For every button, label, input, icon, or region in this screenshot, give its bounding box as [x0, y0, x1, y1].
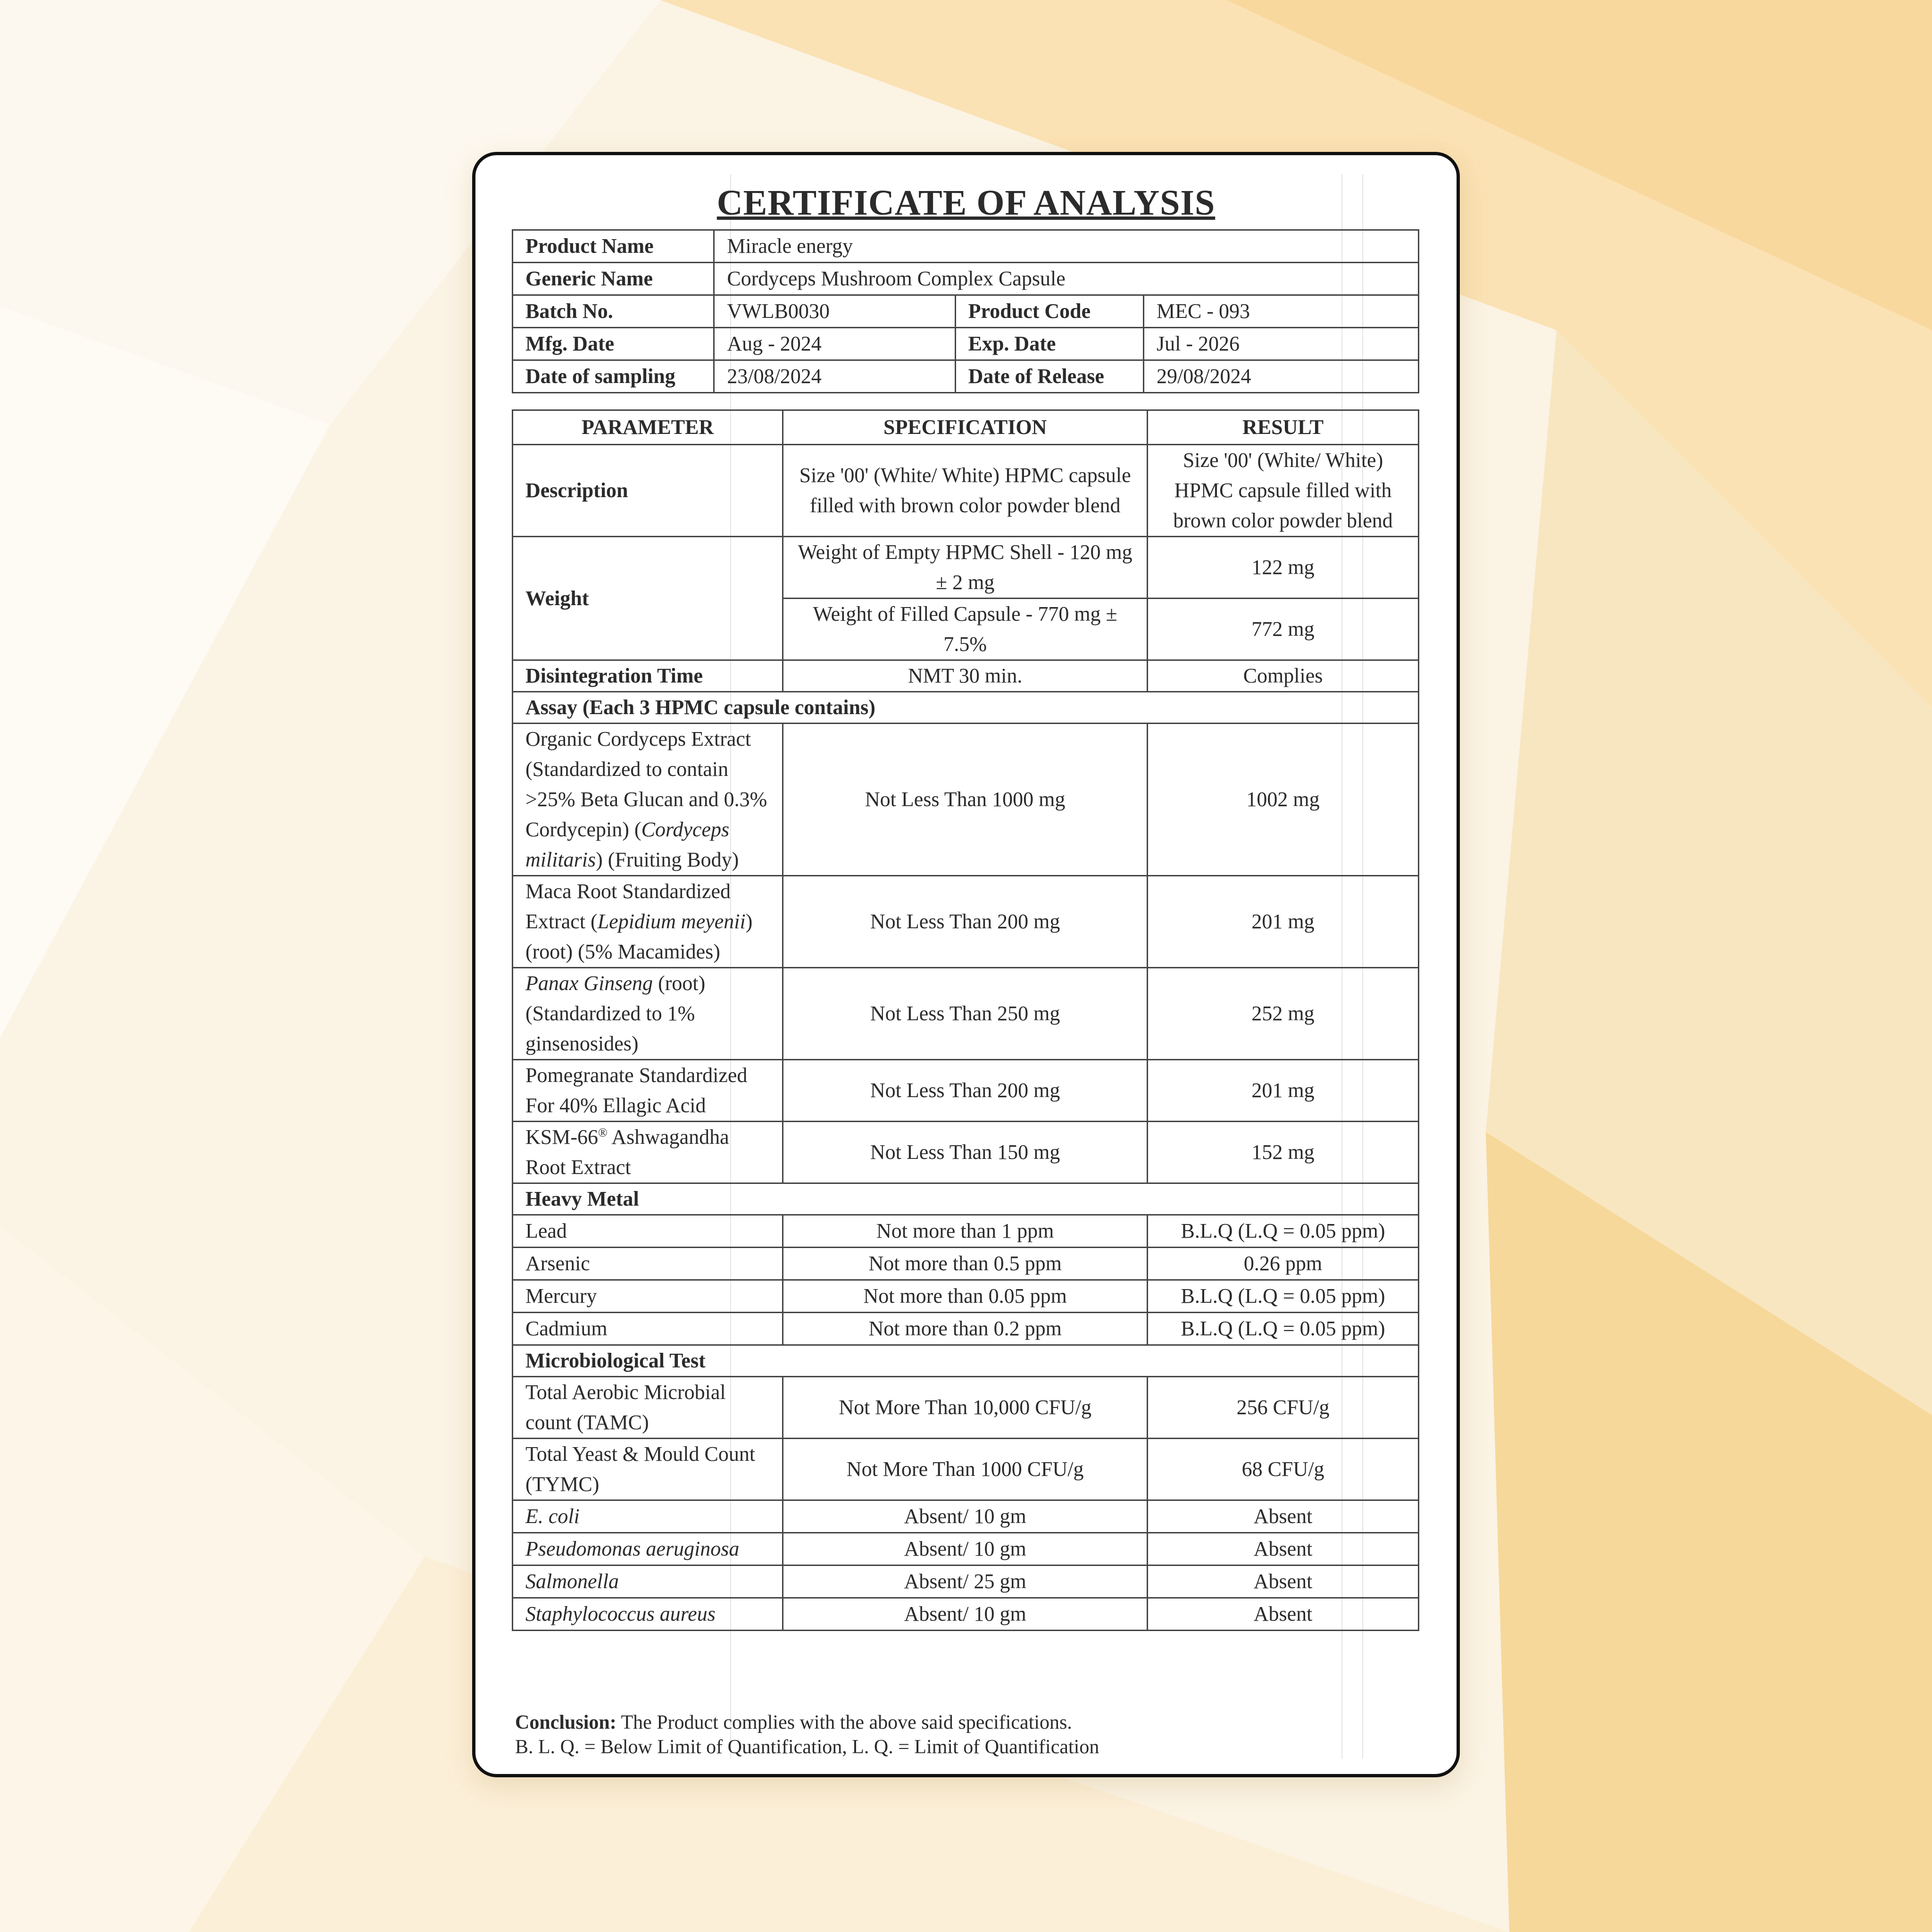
- micro-result: Absent: [1148, 1566, 1419, 1598]
- footnote: B. L. Q. = Below Limit of Quantification, L. Q. = Limit of Quantification: [515, 1736, 1099, 1758]
- micro-spec: Not More Than 1000 CFU/g: [783, 1439, 1148, 1500]
- sampling-date-value: 23/08/2024: [714, 360, 955, 393]
- generic-name-label: Generic Name: [513, 263, 714, 295]
- table-row: [513, 1280, 1419, 1313]
- product-name-label: Product Name: [513, 230, 714, 263]
- filled-capsule-result: 772 mg: [1148, 599, 1419, 660]
- description-label: Description: [513, 445, 783, 537]
- table-row: [513, 968, 1419, 1060]
- table-row: [513, 1122, 1419, 1183]
- table-row: [513, 724, 1419, 876]
- section-row: [513, 692, 1419, 724]
- metal-spec: Not more than 0.05 ppm: [783, 1280, 1148, 1313]
- metal-name: Mercury: [513, 1280, 783, 1313]
- table-row: [513, 1248, 1419, 1280]
- metal-result: B.L.Q (L.Q = 0.05 ppm): [1148, 1313, 1419, 1345]
- table-row: [513, 1439, 1419, 1500]
- generic-name-value: Cordyceps Mushroom Complex Capsule: [714, 263, 1419, 295]
- assay-result: 152 mg: [1148, 1122, 1419, 1183]
- assay-parameter: Organic Cordyceps Extract (Standardized to contain >25% Beta Glucan and 0.3% Cordycepin) (Cordyceps militaris) (Fruiting Body): [513, 724, 783, 876]
- micro-result: 256 CFU/g: [1148, 1377, 1419, 1439]
- product-code-label: Product Code: [955, 295, 1143, 328]
- exp-date-label: Exp. Date: [955, 328, 1143, 360]
- micro-name: E. coli: [513, 1500, 783, 1533]
- assay-spec: Not Less Than 200 mg: [783, 876, 1148, 968]
- micro-name: Pseudomonas aeruginosa: [513, 1533, 783, 1566]
- metal-name: Lead: [513, 1215, 783, 1248]
- document-title: CERTIFICATE OF ANALYSIS: [716, 183, 1216, 223]
- table-row: [513, 1215, 1419, 1248]
- table-row: [513, 1598, 1419, 1631]
- micro-spec: Absent/ 25 gm: [783, 1566, 1148, 1598]
- table-row: [513, 660, 1419, 692]
- mfg-date-label: Mfg. Date: [513, 328, 714, 360]
- metal-spec: Not more than 1 ppm: [783, 1215, 1148, 1248]
- micro-result: Absent: [1148, 1500, 1419, 1533]
- heavy-metal-heading: Heavy Metal: [513, 1183, 1419, 1215]
- weight-label: Weight: [513, 537, 783, 660]
- release-date-label: Date of Release: [955, 360, 1143, 393]
- assay-parameter: Pomegranate Standardized For 40% Ellagic Acid: [513, 1060, 783, 1122]
- micro-spec: Absent/ 10 gm: [783, 1533, 1148, 1566]
- disintegration-label: Disintegration Time: [513, 660, 783, 692]
- batch-label: Batch No.: [513, 295, 714, 328]
- header-result: RESULT: [1148, 410, 1419, 445]
- table-row: [513, 1060, 1419, 1122]
- exp-date-value: Jul - 2026: [1144, 328, 1419, 360]
- micro-name: Staphylococcus aureus: [513, 1598, 783, 1631]
- sampling-date-label: Date of sampling: [513, 360, 714, 393]
- assay-spec: Not Less Than 200 mg: [783, 1060, 1148, 1122]
- info-row: [513, 295, 1419, 328]
- table-row: [513, 1313, 1419, 1345]
- release-date-value: 29/08/2024: [1144, 360, 1419, 393]
- table-row: [513, 876, 1419, 968]
- micro-result: Absent: [1148, 1533, 1419, 1566]
- disintegration-result: Complies: [1148, 660, 1419, 692]
- product-code-value: MEC - 093: [1144, 295, 1419, 328]
- empty-shell-result: 122 mg: [1148, 537, 1419, 599]
- empty-shell-spec: Weight of Empty HPMC Shell - 120 mg ± 2 mg: [783, 537, 1148, 599]
- info-row: [513, 328, 1419, 360]
- info-row: [513, 230, 1419, 263]
- header-row: [513, 410, 1419, 445]
- assay-spec: Not Less Than 250 mg: [783, 968, 1148, 1060]
- batch-value: VWLB0030: [714, 295, 955, 328]
- description-spec: Size '00' (White/ White) HPMC capsule filled with brown color powder blend: [783, 445, 1148, 537]
- disintegration-spec: NMT 30 min.: [783, 660, 1148, 692]
- micro-heading: Microbiological Test: [513, 1345, 1419, 1377]
- header-parameter: PARAMETER: [513, 410, 783, 445]
- micro-result: Absent: [1148, 1598, 1419, 1631]
- assay-heading: Assay (Each 3 HPMC capsule contains): [513, 692, 1419, 724]
- section-row: [513, 1345, 1419, 1377]
- table-row: [513, 537, 1419, 599]
- assay-parameter: Maca Root Standardized Extract (Lepidium meyenii) (root) (5% Macamides): [513, 876, 783, 968]
- table-row: [513, 1377, 1419, 1439]
- info-row: [513, 263, 1419, 295]
- mfg-date-value: Aug - 2024: [714, 328, 955, 360]
- assay-result: 1002 mg: [1148, 724, 1419, 876]
- assay-parameter: KSM-66® Ashwagandha Root Extract: [513, 1122, 783, 1183]
- metal-result: B.L.Q (L.Q = 0.05 ppm): [1148, 1215, 1419, 1248]
- info-row: [513, 360, 1419, 393]
- metal-spec: Not more than 0.2 ppm: [783, 1313, 1148, 1345]
- table-row: [513, 1500, 1419, 1533]
- metal-result: 0.26 ppm: [1148, 1248, 1419, 1280]
- metal-name: Arsenic: [513, 1248, 783, 1280]
- metal-spec: Not more than 0.5 ppm: [783, 1248, 1148, 1280]
- assay-spec: Not Less Than 150 mg: [783, 1122, 1148, 1183]
- table-row: [513, 1533, 1419, 1566]
- micro-name: Salmonella: [513, 1566, 783, 1598]
- certificate-card: [472, 152, 1460, 1777]
- table-row: [513, 445, 1419, 537]
- assay-result: 201 mg: [1148, 876, 1419, 968]
- micro-spec: Absent/ 10 gm: [783, 1500, 1148, 1533]
- header-specification: SPECIFICATION: [783, 410, 1148, 445]
- assay-result: 252 mg: [1148, 968, 1419, 1060]
- assay-parameter: Panax Ginseng (root) (Standardized to 1% ginsenosides): [513, 968, 783, 1060]
- micro-name: Total Yeast & Mould Count (TYMC): [513, 1439, 783, 1500]
- description-result: Size '00' (White/ White) HPMC capsule filled with brown color powder blend: [1148, 445, 1419, 537]
- metal-name: Cadmium: [513, 1313, 783, 1345]
- metal-result: B.L.Q (L.Q = 0.05 ppm): [1148, 1280, 1419, 1313]
- micro-spec: Absent/ 10 gm: [783, 1598, 1148, 1631]
- product-name-value: Miracle energy: [714, 230, 1419, 263]
- filled-capsule-spec: Weight of Filled Capsule - 770 mg ± 7.5%: [783, 599, 1148, 660]
- assay-result: 201 mg: [1148, 1060, 1419, 1122]
- table-row: [513, 1566, 1419, 1598]
- micro-result: 68 CFU/g: [1148, 1439, 1419, 1500]
- micro-spec: Not More Than 10,000 CFU/g: [783, 1377, 1148, 1439]
- product-info-table: [512, 229, 1419, 393]
- analysis-table: [512, 409, 1419, 1631]
- micro-name: Total Aerobic Microbial count (TAMC): [513, 1377, 783, 1439]
- conclusion: Conclusion: The Product complies with the above said specifications.: [515, 1712, 1072, 1733]
- assay-spec: Not Less Than 1000 mg: [783, 724, 1148, 876]
- section-row: [513, 1183, 1419, 1215]
